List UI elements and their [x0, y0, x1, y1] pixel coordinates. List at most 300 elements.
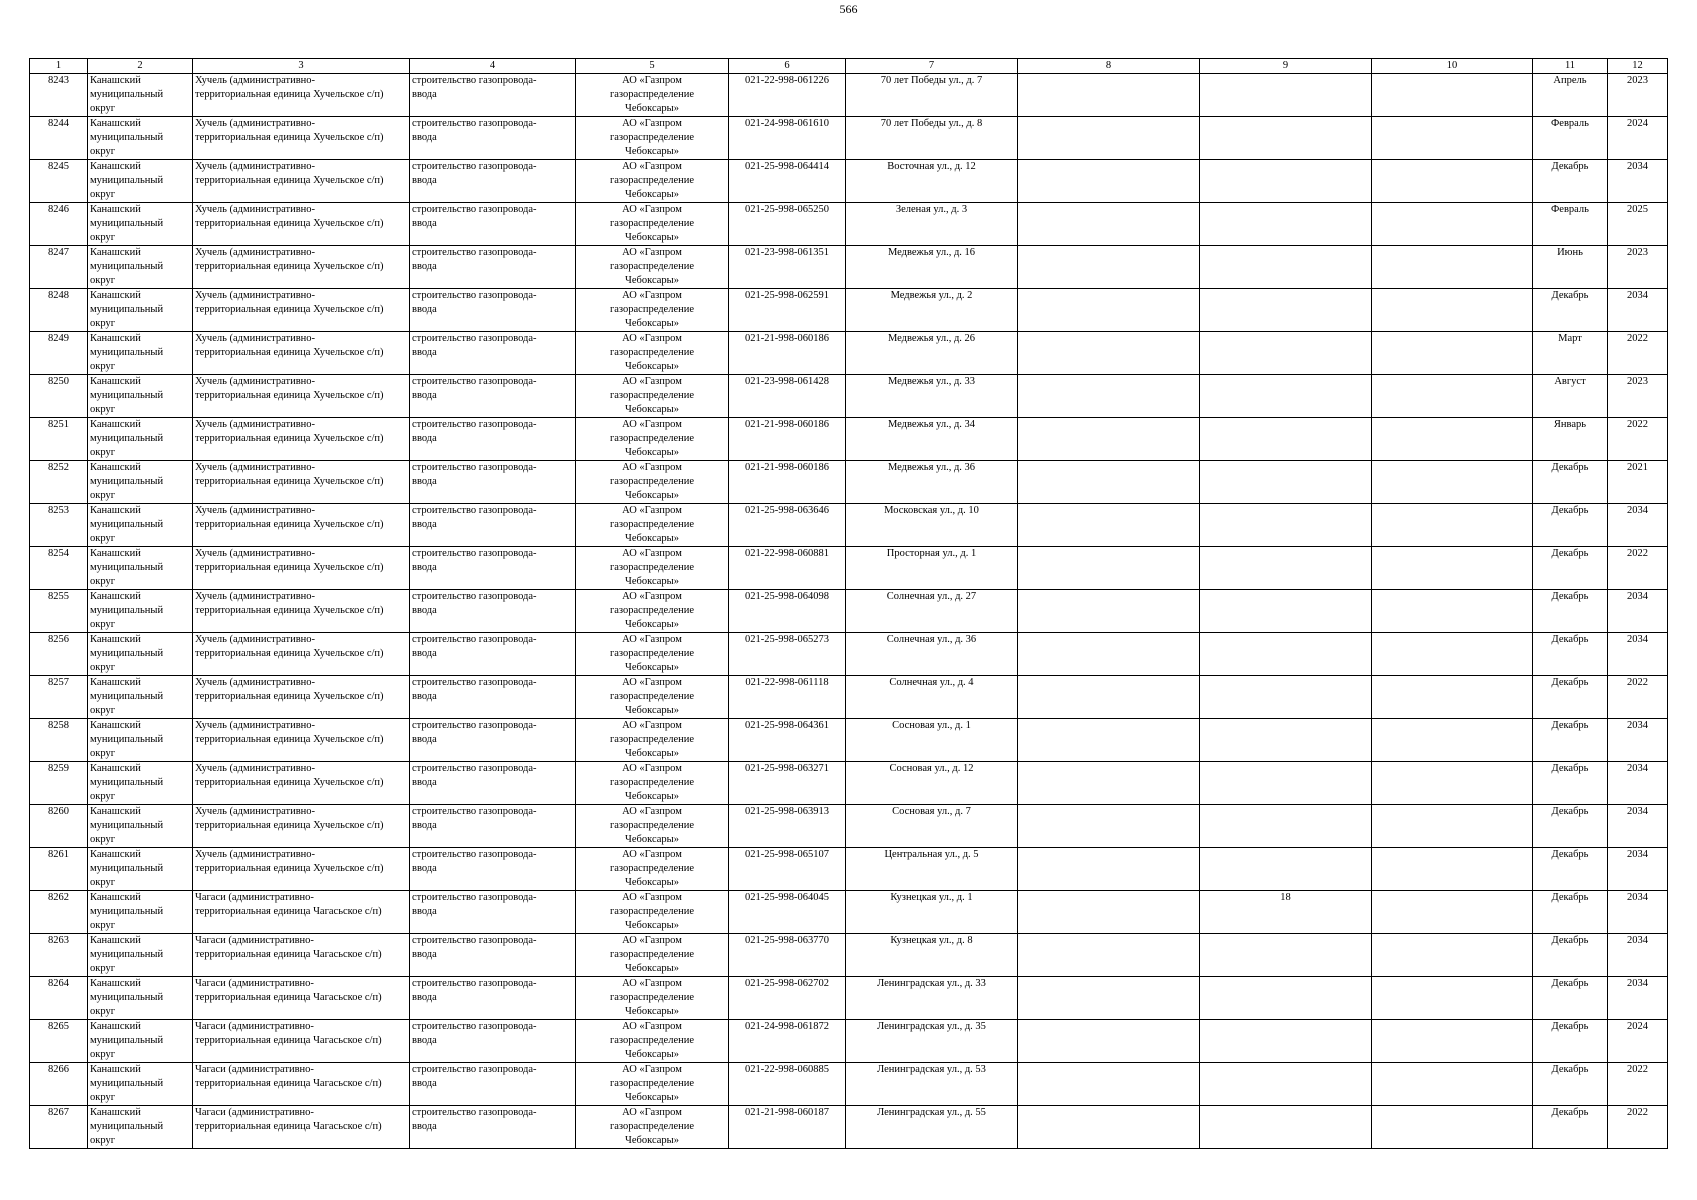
- column-9-cell: [1200, 805, 1372, 848]
- work-type-cell: строительство газопровода- ввода: [410, 461, 576, 504]
- code-cell: 021-25-998-064045: [729, 891, 846, 934]
- settlement-cell: Хучель (административно- территориальная единица Хучельское с/п): [193, 375, 410, 418]
- row-number: 8260: [30, 805, 88, 848]
- work-type-cell: строительство газопровода- ввода: [410, 203, 576, 246]
- column-8-cell: [1018, 375, 1200, 418]
- table-row: [30, 891, 1668, 934]
- work-type-cell: строительство газопровода- ввода: [410, 547, 576, 590]
- address-cell: Солнечная ул., д. 27: [846, 590, 1018, 633]
- work-type-cell: строительство газопровода- ввода: [410, 762, 576, 805]
- column-8-cell: [1018, 461, 1200, 504]
- month-cell: Август: [1533, 375, 1608, 418]
- column-8-cell: [1018, 418, 1200, 461]
- district-cell: Канашский муниципальный округ: [88, 504, 193, 547]
- code-cell: 021-25-998-064098: [729, 590, 846, 633]
- column-9-cell: [1200, 332, 1372, 375]
- work-type-cell: строительство газопровода- ввода: [410, 418, 576, 461]
- column-8-cell: [1018, 289, 1200, 332]
- table-row: [30, 246, 1668, 289]
- address-cell: Просторная ул., д. 1: [846, 547, 1018, 590]
- year-cell: 2034: [1608, 590, 1668, 633]
- work-type-cell: строительство газопровода- ввода: [410, 289, 576, 332]
- settlement-cell: Хучель (административно- территориальная единица Хучельское с/п): [193, 805, 410, 848]
- code-cell: 021-21-998-060186: [729, 418, 846, 461]
- year-cell: 2021: [1608, 461, 1668, 504]
- settlement-cell: Чагаси (административно- территориальная единица Чагасьское с/п): [193, 1106, 410, 1149]
- column-10-cell: [1372, 805, 1533, 848]
- month-cell: Декабрь: [1533, 719, 1608, 762]
- column-8-cell: [1018, 246, 1200, 289]
- row-number: 8256: [30, 633, 88, 676]
- address-cell: Медвежья ул., д. 36: [846, 461, 1018, 504]
- work-type-cell: строительство газопровода- ввода: [410, 1063, 576, 1106]
- column-10-cell: [1372, 891, 1533, 934]
- address-cell: 70 лет Победы ул., д. 7: [846, 74, 1018, 117]
- column-9-cell: [1200, 1063, 1372, 1106]
- code-cell: 021-25-998-063271: [729, 762, 846, 805]
- work-type-cell: строительство газопровода- ввода: [410, 719, 576, 762]
- column-9-cell: [1200, 1106, 1372, 1149]
- district-cell: Канашский муниципальный округ: [88, 1063, 193, 1106]
- column-10-cell: [1372, 590, 1533, 633]
- column-10-cell: [1372, 719, 1533, 762]
- year-cell: 2034: [1608, 504, 1668, 547]
- year-cell: 2022: [1608, 1063, 1668, 1106]
- address-cell: Ленинградская ул., д. 33: [846, 977, 1018, 1020]
- month-cell: Декабрь: [1533, 461, 1608, 504]
- district-cell: Канашский муниципальный округ: [88, 375, 193, 418]
- table-row: [30, 977, 1668, 1020]
- column-10-cell: [1372, 74, 1533, 117]
- organization-cell: АО «Газпром газораспределение Чебоксары»: [576, 461, 729, 504]
- settlement-cell: Чагаси (административно- территориальная единица Чагасьское с/п): [193, 977, 410, 1020]
- column-9-cell: [1200, 203, 1372, 246]
- row-number: 8261: [30, 848, 88, 891]
- code-cell: 021-25-998-064361: [729, 719, 846, 762]
- column-8-cell: [1018, 1106, 1200, 1149]
- settlement-cell: Хучель (административно- территориальная единица Хучельское с/п): [193, 74, 410, 117]
- work-type-cell: строительство газопровода- ввода: [410, 1106, 576, 1149]
- row-number: 8266: [30, 1063, 88, 1106]
- address-cell: Сосновая ул., д. 7: [846, 805, 1018, 848]
- table-row: [30, 1020, 1668, 1063]
- column-9-cell: [1200, 977, 1372, 1020]
- row-number: 8263: [30, 934, 88, 977]
- year-cell: 2023: [1608, 74, 1668, 117]
- column-8-cell: [1018, 633, 1200, 676]
- settlement-cell: Хучель (административно- территориальная единица Хучельское с/п): [193, 590, 410, 633]
- column-header-3: 3: [193, 59, 410, 74]
- column-9-cell: [1200, 547, 1372, 590]
- work-type-cell: строительство газопровода- ввода: [410, 934, 576, 977]
- month-cell: Декабрь: [1533, 891, 1608, 934]
- table-row: [30, 332, 1668, 375]
- row-number: 8244: [30, 117, 88, 160]
- column-9-cell: [1200, 762, 1372, 805]
- column-8-cell: [1018, 848, 1200, 891]
- table-row: [30, 289, 1668, 332]
- header-row: [30, 59, 1668, 74]
- work-type-cell: строительство газопровода- ввода: [410, 1020, 576, 1063]
- organization-cell: АО «Газпром газораспределение Чебоксары»: [576, 805, 729, 848]
- column-8-cell: [1018, 719, 1200, 762]
- column-9-cell: [1200, 934, 1372, 977]
- row-number: 8257: [30, 676, 88, 719]
- work-type-cell: строительство газопровода- ввода: [410, 590, 576, 633]
- table-row: [30, 160, 1668, 203]
- year-cell: 2034: [1608, 848, 1668, 891]
- column-header-2: 2: [88, 59, 193, 74]
- address-cell: Центральная ул., д. 5: [846, 848, 1018, 891]
- table-row: [30, 848, 1668, 891]
- table-row: [30, 762, 1668, 805]
- column-8-cell: [1018, 117, 1200, 160]
- code-cell: 021-22-998-060881: [729, 547, 846, 590]
- column-9-cell: [1200, 74, 1372, 117]
- column-10-cell: [1372, 418, 1533, 461]
- table-row: [30, 1063, 1668, 1106]
- district-cell: Канашский муниципальный округ: [88, 1106, 193, 1149]
- year-cell: 2023: [1608, 246, 1668, 289]
- code-cell: 021-25-998-065107: [729, 848, 846, 891]
- settlement-cell: Чагаси (административно- территориальная единица Чагасьское с/п): [193, 1020, 410, 1063]
- column-header-9: 9: [1200, 59, 1372, 74]
- column-header-12: 12: [1608, 59, 1668, 74]
- year-cell: 2022: [1608, 418, 1668, 461]
- month-cell: Декабрь: [1533, 160, 1608, 203]
- month-cell: Июнь: [1533, 246, 1608, 289]
- address-cell: Ленинградская ул., д. 35: [846, 1020, 1018, 1063]
- column-10-cell: [1372, 289, 1533, 332]
- district-cell: Канашский муниципальный округ: [88, 633, 193, 676]
- table-row: [30, 375, 1668, 418]
- code-cell: 021-25-998-063913: [729, 805, 846, 848]
- address-cell: Солнечная ул., д. 36: [846, 633, 1018, 676]
- address-cell: Кузнецкая ул., д. 8: [846, 934, 1018, 977]
- column-9-cell: [1200, 504, 1372, 547]
- column-9-cell: [1200, 246, 1372, 289]
- organization-cell: АО «Газпром газораспределение Чебоксары»: [576, 504, 729, 547]
- district-cell: Канашский муниципальный округ: [88, 719, 193, 762]
- address-cell: Ленинградская ул., д. 53: [846, 1063, 1018, 1106]
- table-header: [30, 59, 1668, 74]
- work-type-cell: строительство газопровода- ввода: [410, 977, 576, 1020]
- settlement-cell: Хучель (административно- территориальная единица Хучельское с/п): [193, 848, 410, 891]
- organization-cell: АО «Газпром газораспределение Чебоксары»: [576, 848, 729, 891]
- month-cell: Декабрь: [1533, 805, 1608, 848]
- table-row: [30, 117, 1668, 160]
- code-cell: 021-21-998-060187: [729, 1106, 846, 1149]
- year-cell: 2034: [1608, 934, 1668, 977]
- year-cell: 2034: [1608, 289, 1668, 332]
- table-row: [30, 418, 1668, 461]
- row-number: 8259: [30, 762, 88, 805]
- row-number: 8249: [30, 332, 88, 375]
- column-10-cell: [1372, 461, 1533, 504]
- district-cell: Канашский муниципальный округ: [88, 547, 193, 590]
- month-cell: Декабрь: [1533, 1020, 1608, 1063]
- row-number: 8262: [30, 891, 88, 934]
- district-cell: Канашский муниципальный округ: [88, 160, 193, 203]
- column-8-cell: [1018, 203, 1200, 246]
- column-8-cell: [1018, 977, 1200, 1020]
- column-10-cell: [1372, 977, 1533, 1020]
- address-cell: Солнечная ул., д. 4: [846, 676, 1018, 719]
- code-cell: 021-21-998-060186: [729, 461, 846, 504]
- settlement-cell: Хучель (административно- территориальная единица Хучельское с/п): [193, 117, 410, 160]
- column-8-cell: [1018, 1020, 1200, 1063]
- settlement-cell: Хучель (административно- территориальная единица Хучельское с/п): [193, 547, 410, 590]
- work-type-cell: строительство газопровода- ввода: [410, 246, 576, 289]
- month-cell: Декабрь: [1533, 848, 1608, 891]
- table-row: [30, 719, 1668, 762]
- organization-cell: АО «Газпром газораспределение Чебоксары»: [576, 633, 729, 676]
- district-cell: Канашский муниципальный округ: [88, 461, 193, 504]
- month-cell: Декабрь: [1533, 1106, 1608, 1149]
- row-number: 8265: [30, 1020, 88, 1063]
- column-10-cell: [1372, 848, 1533, 891]
- column-header-8: 8: [1018, 59, 1200, 74]
- column-8-cell: [1018, 934, 1200, 977]
- month-cell: Декабрь: [1533, 504, 1608, 547]
- row-number: 8246: [30, 203, 88, 246]
- month-cell: Декабрь: [1533, 590, 1608, 633]
- column-header-1: 1: [30, 59, 88, 74]
- settlement-cell: Чагаси (административно- территориальная единица Чагасьское с/п): [193, 934, 410, 977]
- column-10-cell: [1372, 676, 1533, 719]
- work-type-cell: строительство газопровода- ввода: [410, 848, 576, 891]
- month-cell: Декабрь: [1533, 289, 1608, 332]
- column-10-cell: [1372, 117, 1533, 160]
- row-number: 8247: [30, 246, 88, 289]
- month-cell: Декабрь: [1533, 1063, 1608, 1106]
- column-9-cell: [1200, 848, 1372, 891]
- organization-cell: АО «Газпром газораспределение Чебоксары»: [576, 977, 729, 1020]
- column-10-cell: [1372, 1020, 1533, 1063]
- settlement-cell: Хучель (административно- территориальная единица Хучельское с/п): [193, 203, 410, 246]
- address-cell: Зеленая ул., д. 3: [846, 203, 1018, 246]
- organization-cell: АО «Газпром газораспределение Чебоксары»: [576, 1106, 729, 1149]
- month-cell: Декабрь: [1533, 934, 1608, 977]
- row-number: 8267: [30, 1106, 88, 1149]
- code-cell: 021-22-998-061226: [729, 74, 846, 117]
- settlement-cell: Хучель (административно- территориальная единица Хучельское с/п): [193, 461, 410, 504]
- row-number: 8245: [30, 160, 88, 203]
- district-cell: Канашский муниципальный округ: [88, 289, 193, 332]
- settlement-cell: Чагаси (административно- территориальная единица Чагасьское с/п): [193, 1063, 410, 1106]
- column-9-cell: [1200, 1020, 1372, 1063]
- code-cell: 021-25-998-065250: [729, 203, 846, 246]
- district-cell: Канашский муниципальный округ: [88, 203, 193, 246]
- work-type-cell: строительство газопровода- ввода: [410, 504, 576, 547]
- column-header-11: 11: [1533, 59, 1608, 74]
- month-cell: Март: [1533, 332, 1608, 375]
- table-row: [30, 676, 1668, 719]
- code-cell: 021-24-998-061610: [729, 117, 846, 160]
- column-9-cell: [1200, 117, 1372, 160]
- code-cell: 021-25-998-064414: [729, 160, 846, 203]
- month-cell: Февраль: [1533, 203, 1608, 246]
- column-9-cell: [1200, 289, 1372, 332]
- work-type-cell: строительство газопровода- ввода: [410, 805, 576, 848]
- settlement-cell: Хучель (административно- территориальная единица Хучельское с/п): [193, 633, 410, 676]
- column-8-cell: [1018, 547, 1200, 590]
- month-cell: Декабрь: [1533, 633, 1608, 676]
- column-10-cell: [1372, 246, 1533, 289]
- column-10-cell: [1372, 762, 1533, 805]
- work-type-cell: строительство газопровода- ввода: [410, 891, 576, 934]
- column-header-10: 10: [1372, 59, 1533, 74]
- column-9-cell: [1200, 633, 1372, 676]
- district-cell: Канашский муниципальный округ: [88, 590, 193, 633]
- address-cell: Медвежья ул., д. 2: [846, 289, 1018, 332]
- district-cell: Канашский муниципальный округ: [88, 848, 193, 891]
- month-cell: Декабрь: [1533, 676, 1608, 719]
- organization-cell: АО «Газпром газораспределение Чебоксары»: [576, 1020, 729, 1063]
- row-number: 8254: [30, 547, 88, 590]
- code-cell: 021-22-998-061118: [729, 676, 846, 719]
- address-cell: Восточная ул., д. 12: [846, 160, 1018, 203]
- address-cell: Сосновая ул., д. 12: [846, 762, 1018, 805]
- table-row: [30, 590, 1668, 633]
- column-10-cell: [1372, 1106, 1533, 1149]
- district-cell: Канашский муниципальный округ: [88, 977, 193, 1020]
- column-8-cell: [1018, 676, 1200, 719]
- organization-cell: АО «Газпром газораспределение Чебоксары»: [576, 117, 729, 160]
- organization-cell: АО «Газпром газораспределение Чебоксары»: [576, 246, 729, 289]
- row-number: 8253: [30, 504, 88, 547]
- organization-cell: АО «Газпром газораспределение Чебоксары»: [576, 590, 729, 633]
- district-cell: Канашский муниципальный округ: [88, 1020, 193, 1063]
- work-type-cell: строительство газопровода- ввода: [410, 160, 576, 203]
- organization-cell: АО «Газпром газораспределение Чебоксары»: [576, 375, 729, 418]
- organization-cell: АО «Газпром газораспределение Чебоксары»: [576, 676, 729, 719]
- settlement-cell: Хучель (административно- территориальная единица Хучельское с/п): [193, 676, 410, 719]
- district-cell: Канашский муниципальный округ: [88, 74, 193, 117]
- column-8-cell: [1018, 762, 1200, 805]
- settlement-cell: Хучель (административно- территориальная единица Хучельское с/п): [193, 504, 410, 547]
- year-cell: 2034: [1608, 633, 1668, 676]
- work-type-cell: строительство газопровода- ввода: [410, 375, 576, 418]
- organization-cell: АО «Газпром газораспределение Чебоксары»: [576, 934, 729, 977]
- district-cell: Канашский муниципальный округ: [88, 246, 193, 289]
- table-row: [30, 504, 1668, 547]
- code-cell: 021-23-998-061351: [729, 246, 846, 289]
- year-cell: 2034: [1608, 977, 1668, 1020]
- year-cell: 2034: [1608, 160, 1668, 203]
- table-row: [30, 461, 1668, 504]
- organization-cell: АО «Газпром газораспределение Чебоксары»: [576, 1063, 729, 1106]
- district-cell: Канашский муниципальный округ: [88, 418, 193, 461]
- year-cell: 2022: [1608, 676, 1668, 719]
- row-number: 8258: [30, 719, 88, 762]
- district-cell: Канашский муниципальный округ: [88, 117, 193, 160]
- column-8-cell: [1018, 504, 1200, 547]
- year-cell: 2034: [1608, 891, 1668, 934]
- district-cell: Канашский муниципальный округ: [88, 891, 193, 934]
- district-cell: Канашский муниципальный округ: [88, 805, 193, 848]
- column-8-cell: [1018, 160, 1200, 203]
- year-cell: 2024: [1608, 117, 1668, 160]
- organization-cell: АО «Газпром газораспределение Чебоксары»: [576, 719, 729, 762]
- year-cell: 2023: [1608, 375, 1668, 418]
- column-10-cell: [1372, 633, 1533, 676]
- settlement-cell: Хучель (административно- территориальная единица Хучельское с/п): [193, 762, 410, 805]
- month-cell: Январь: [1533, 418, 1608, 461]
- column-header-4: 4: [410, 59, 576, 74]
- month-cell: Декабрь: [1533, 977, 1608, 1020]
- year-cell: 2034: [1608, 719, 1668, 762]
- table-row: [30, 203, 1668, 246]
- column-8-cell: [1018, 1063, 1200, 1106]
- address-cell: Московская ул., д. 10: [846, 504, 1018, 547]
- settlement-cell: Хучель (административно- территориальная единица Хучельское с/п): [193, 719, 410, 762]
- district-cell: Канашский муниципальный округ: [88, 934, 193, 977]
- address-cell: Кузнецкая ул., д. 1: [846, 891, 1018, 934]
- district-cell: Канашский муниципальный округ: [88, 332, 193, 375]
- address-cell: Ленинградская ул., д. 55: [846, 1106, 1018, 1149]
- column-header-5: 5: [576, 59, 729, 74]
- organization-cell: АО «Газпром газораспределение Чебоксары»: [576, 332, 729, 375]
- year-cell: 2024: [1608, 1020, 1668, 1063]
- settlement-cell: Хучель (административно- территориальная единица Хучельское с/п): [193, 332, 410, 375]
- column-9-cell: [1200, 676, 1372, 719]
- address-cell: Медвежья ул., д. 16: [846, 246, 1018, 289]
- code-cell: 021-25-998-063770: [729, 934, 846, 977]
- column-10-cell: [1372, 332, 1533, 375]
- code-cell: 021-23-998-061428: [729, 375, 846, 418]
- organization-cell: АО «Газпром газораспределение Чебоксары»: [576, 891, 729, 934]
- table-row: [30, 633, 1668, 676]
- month-cell: Апрель: [1533, 74, 1608, 117]
- column-10-cell: [1372, 1063, 1533, 1106]
- month-cell: Декабрь: [1533, 762, 1608, 805]
- year-cell: 2022: [1608, 547, 1668, 590]
- settlement-cell: Хучель (административно- территориальная единица Хучельское с/п): [193, 246, 410, 289]
- table-row: [30, 1106, 1668, 1149]
- year-cell: 2034: [1608, 805, 1668, 848]
- settlement-cell: Чагаси (административно- территориальная единица Чагасьское с/п): [193, 891, 410, 934]
- work-type-cell: строительство газопровода- ввода: [410, 676, 576, 719]
- organization-cell: АО «Газпром газораспределение Чебоксары»: [576, 203, 729, 246]
- table-row: [30, 934, 1668, 977]
- table-body: [30, 74, 1668, 1149]
- code-cell: 021-24-998-061872: [729, 1020, 846, 1063]
- row-number: 8243: [30, 74, 88, 117]
- row-number: 8250: [30, 375, 88, 418]
- column-9-cell: [1200, 160, 1372, 203]
- page-number: 566: [839, 2, 858, 16]
- district-cell: Канашский муниципальный округ: [88, 762, 193, 805]
- work-type-cell: строительство газопровода- ввода: [410, 74, 576, 117]
- column-10-cell: [1372, 375, 1533, 418]
- column-10-cell: [1372, 504, 1533, 547]
- row-number: 8264: [30, 977, 88, 1020]
- address-cell: Медвежья ул., д. 33: [846, 375, 1018, 418]
- column-8-cell: [1018, 74, 1200, 117]
- year-cell: 2025: [1608, 203, 1668, 246]
- organization-cell: АО «Газпром газораспределение Чебоксары»: [576, 547, 729, 590]
- table-row: [30, 547, 1668, 590]
- column-10-cell: [1372, 934, 1533, 977]
- column-9-cell: [1200, 719, 1372, 762]
- address-cell: 70 лет Победы ул., д. 8: [846, 117, 1018, 160]
- row-number: 8251: [30, 418, 88, 461]
- column-10-cell: [1372, 203, 1533, 246]
- code-cell: 021-25-998-063646: [729, 504, 846, 547]
- work-type-cell: строительство газопровода- ввода: [410, 633, 576, 676]
- organization-cell: АО «Газпром газораспределение Чебоксары»: [576, 289, 729, 332]
